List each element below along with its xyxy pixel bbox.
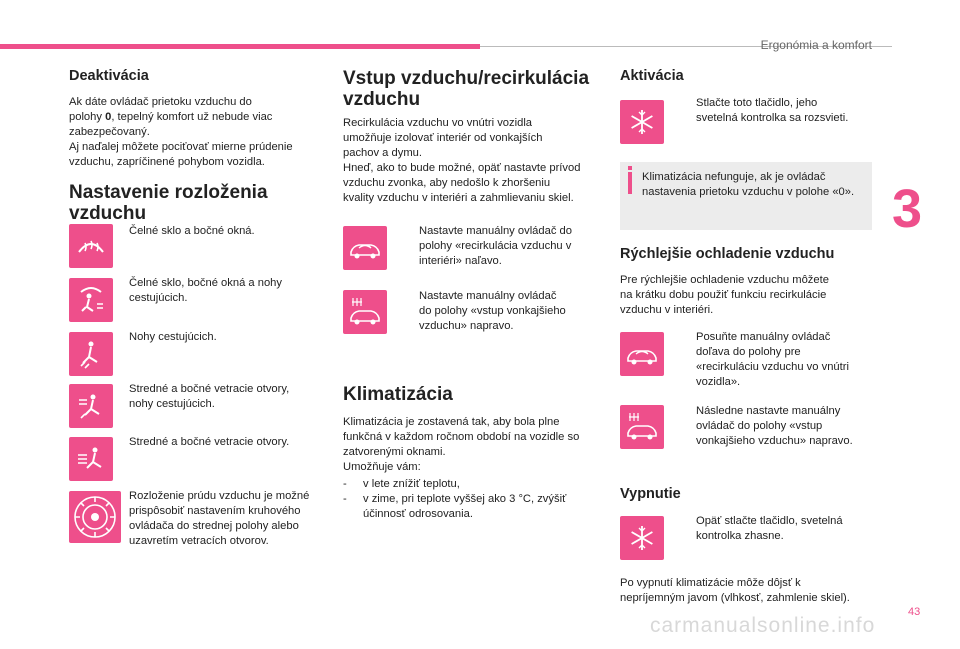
rychlejsie-title: Rýchlejšie ochladenie vzduchu — [620, 246, 835, 262]
fresh-air-icon — [620, 405, 664, 449]
distribution-item-5: Stredné a bočné vetracie otvory. — [129, 436, 290, 448]
distribution-item-6: Rozloženie prúdu vzduchu je možné prispôsobiť nastavením kruhového ovládača do strednej polohy alebo uzavretím vetracích otvorov. — [129, 490, 310, 547]
vypnutie-title: Vypnutie — [620, 486, 681, 502]
info-icon — [628, 166, 632, 170]
windshield-defrost-icon — [69, 224, 113, 268]
page-number: 43 — [908, 606, 921, 618]
chapter-number: 3 — [892, 179, 923, 239]
recirculation-icon — [620, 332, 664, 376]
klimatizacia-list — [343, 477, 608, 522]
rotary-dial-icon — [69, 491, 121, 543]
header-accent-bar — [0, 44, 480, 49]
deaktivacia-title: Deaktivácia — [69, 68, 149, 84]
windshield-feet-icon — [69, 278, 113, 322]
distribution-item-1: Čelné sklo a bočné okná. — [129, 225, 255, 237]
rychlejsie-text: Pre rýchlejšie ochladenie vzduchu môžete na krátku dobu použiť funkciu recirkulácie vzduchu v interiéri. — [620, 274, 829, 316]
info-box — [620, 162, 872, 230]
feet-icon — [69, 332, 113, 376]
distribution-item-4: Stredné a bočné vetracie otvory, nohy cestujúcich. — [129, 383, 290, 410]
distribution-item-3: Nohy cestujúcich. — [129, 331, 217, 343]
klimatizacia-text: Klimatizácia je zostavená tak, aby bola plne funkčná v každom ročnom období na vozidle so zatvorenými oknami. Umožňuje vám: — [343, 416, 580, 473]
aktivacia-title: Aktivácia — [620, 68, 684, 84]
info-text: nastavenia prietoku vzduchu v polohe «0». — [642, 186, 855, 198]
fresh-air-icon — [343, 290, 387, 334]
text-line: Ak dáte ovládač prietoku vzduchu do — [69, 96, 252, 108]
text-line: vzduchu, zapríčinené pohybom vozidla. — [69, 156, 265, 168]
snowflake-ac-icon — [620, 100, 664, 144]
recirculation-icon — [343, 226, 387, 270]
nastavenie-title: Nastavenie rozloženia vzduchu — [69, 182, 268, 224]
vstup-title: Vstup vzduchu/recirkulácia vzduchu — [343, 68, 590, 110]
vstup-text: Recirkulácia vzduchu vo vnútri vozidla umožňuje izolovať interiér od vonkajších pachov a dymu. Hneď, ako to bude možné, opäť nastavte prívod vzduchu zvonka, aby nedošlo k zhoršeniu kvality vzduchu v interiéri a zahmlievaniu skiel. — [343, 117, 581, 204]
text-line: Aj naďalej môžete pociťovať mierne prúdenie — [69, 141, 293, 153]
deaktivacia-text — [69, 95, 309, 170]
info-text: Klimatizácia nefunguje, ak je ovládač — [642, 171, 826, 183]
section-title: Ergonómia a komfort — [760, 38, 872, 52]
vents-feet-icon — [69, 384, 113, 428]
list-item: - v lete znížiť teplotu, — [343, 478, 460, 490]
snowflake-ac-icon — [620, 516, 664, 560]
info-icon-bar — [628, 172, 632, 194]
text-line: zabezpečovaný. — [69, 126, 150, 138]
vypnutie-after-text: Po vypnutí klimatizácie môže dôjsť k nepríjemným javom (vlhkosť, zahmlenie skiel). — [620, 577, 850, 604]
distribution-item-2: Čelné sklo, bočné okná a nohy cestujúcich. — [129, 277, 282, 304]
list-item: - v zime, pri teplote vyššej ako 3 °C, zvýšiť účinnosť odrosovania. — [343, 493, 567, 520]
text-line: polohy 0, tepelný komfort už nebude viac — [69, 111, 273, 123]
watermark: carmanualsonline.info — [650, 614, 876, 637]
vents-icon — [69, 437, 113, 481]
klimatizacia-title: Klimatizácia — [343, 384, 453, 405]
